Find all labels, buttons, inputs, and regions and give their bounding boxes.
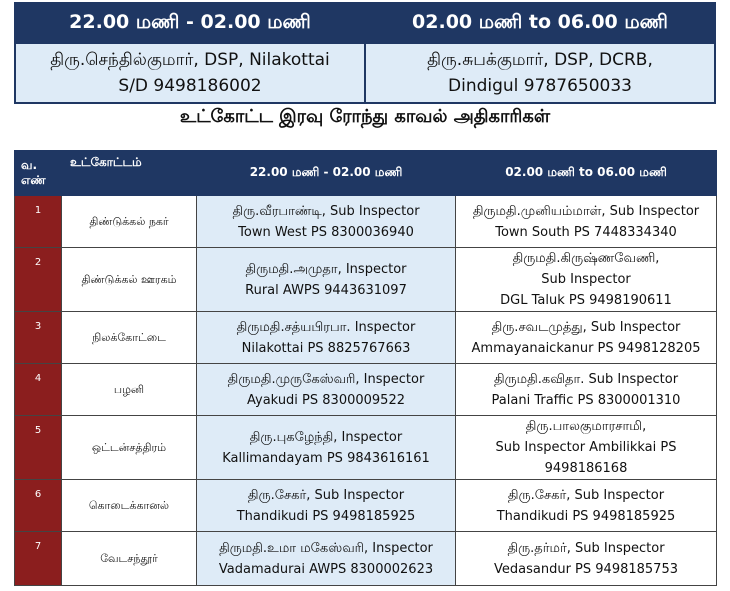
header-shift1: 22.00 மணி - 02.00 மணி xyxy=(197,151,456,196)
row-subdivision: திண்டுக்கல் நகர் xyxy=(62,196,197,248)
officer-line: 9498186168 xyxy=(544,461,628,476)
shift-dsp-table xyxy=(14,2,716,104)
row-shift2-officer xyxy=(456,532,717,586)
table-row xyxy=(15,364,717,416)
officer-line: Ammayanaickanur PS 9498128205 xyxy=(471,340,701,356)
row-serial-no: 2 xyxy=(15,248,62,312)
row-serial-no: 4 xyxy=(15,364,62,416)
officer-line: திருமதி.சத்யபிரபா. Inspector xyxy=(236,319,416,335)
officer-line: Nilakottai PS 8825767663 xyxy=(241,340,411,356)
row-serial-no: 5 xyxy=(15,416,62,480)
officer-line: திருமதி.உமா மகேஸ்வரி, Inspector xyxy=(219,540,433,556)
row-shift1-officer xyxy=(197,248,456,312)
header-shift2: 02.00 மணி to 06.00 மணி xyxy=(456,151,717,196)
row-serial-no: 6 xyxy=(15,480,62,532)
top-cell-line: S/D 9498186002 xyxy=(118,76,262,96)
row-shift2-officer xyxy=(456,312,717,364)
officer-line: DGL Taluk PS 9498190611 xyxy=(500,293,672,308)
section-title: உட்கோட்ட இரவு ரோந்து காவல் அதிகாரிகள் xyxy=(179,106,551,127)
top-header-shift1: 22.00 மணி - 02.00 மணி xyxy=(15,3,365,43)
row-shift1-officer xyxy=(197,532,456,586)
row-subdivision: ஒட்டன்சத்திரம் xyxy=(62,416,197,480)
row-serial-no: 7 xyxy=(15,532,62,586)
officer-line: Town West PS 8300036940 xyxy=(238,224,414,240)
officer-line: திரு.பாலகுமாரசாமி, xyxy=(525,419,647,434)
top-cell-shift2 xyxy=(365,43,715,103)
row-serial-no: 3 xyxy=(15,312,62,364)
top-cell-line: திரு.செந்தில்குமார், DSP, Nilakottai xyxy=(50,50,330,70)
officer-line: திருமதி.முருகேஸ்வரி, Inspector xyxy=(227,371,425,387)
header-serial-no: வ. எண் xyxy=(15,151,62,196)
patrol-officers-table xyxy=(14,150,717,586)
officer-line: Kallimandayam PS 9843616161 xyxy=(222,450,430,466)
row-shift1-officer xyxy=(197,196,456,248)
officer-line: Vadamadurai AWPS 8300002623 xyxy=(218,561,434,577)
header-subdivision: உட்கோட்டம் xyxy=(62,151,197,196)
officer-line: திரு.சேகர், Sub Inspector xyxy=(507,487,665,503)
row-shift1-officer xyxy=(197,312,456,364)
officer-line: Thandikudi PS 9498185925 xyxy=(496,508,676,524)
officer-line: திருமதி.முனியம்மாள், Sub Inspector xyxy=(472,203,700,219)
table-row xyxy=(15,480,717,532)
row-serial-no: 1 xyxy=(15,196,62,248)
row-shift1-officer xyxy=(197,480,456,532)
row-shift1-officer xyxy=(197,364,456,416)
row-shift2-officer xyxy=(456,196,717,248)
officer-line: திரு.சவடமுத்து, Sub Inspector xyxy=(491,319,681,335)
row-shift2-officer xyxy=(456,364,717,416)
row-shift2-officer xyxy=(456,480,717,532)
officer-line: திரு.தர்மர், Sub Inspector xyxy=(507,540,665,556)
officer-line: திரு.வீரபாண்டி, Sub Inspector xyxy=(232,203,420,219)
officer-line: Palani Traffic PS 8300001310 xyxy=(491,392,681,408)
officer-line: திரு.புகழேந்தி, Inspector xyxy=(249,429,403,445)
top-cell-line: திரு.சுபக்குமார், DSP, DCRB, xyxy=(427,50,653,70)
table-row xyxy=(15,532,717,586)
officer-line: Ayakudi PS 8300009522 xyxy=(247,392,405,408)
officer-line: Thandikudi PS 9498185925 xyxy=(236,508,416,524)
row-shift2-officer xyxy=(456,416,717,480)
row-shift1-officer xyxy=(197,416,456,480)
row-subdivision: வேடசந்தூர் xyxy=(62,532,197,586)
officer-line: திருமதி.கவிதா. Sub Inspector xyxy=(493,371,679,387)
row-subdivision: பழனி xyxy=(62,364,197,416)
officer-line: Sub Inspector xyxy=(541,272,631,287)
row-shift2-officer xyxy=(456,248,717,312)
officer-line: திரு.சேகர், Sub Inspector xyxy=(247,487,405,503)
top-header-shift2: 02.00 மணி to 06.00 மணி xyxy=(365,3,715,43)
table-row xyxy=(15,312,717,364)
officer-line: திருமதி.அமுதா, Inspector xyxy=(245,261,407,277)
officer-line: Town South PS 7448334340 xyxy=(495,224,677,240)
table-row xyxy=(15,196,717,248)
officer-line: திருமதி.கிருஷ்ணவேணி, xyxy=(512,251,660,266)
row-subdivision: நிலக்கோட்டை xyxy=(62,312,197,364)
top-cell-line: Dindigul 9787650033 xyxy=(448,76,632,96)
officer-line: Vedasandur PS 9498185753 xyxy=(494,561,678,577)
table-row xyxy=(15,416,717,480)
row-subdivision: கொடைக்கானல் xyxy=(62,480,197,532)
top-cell-shift1 xyxy=(15,43,365,103)
officer-line: Rural AWPS 9443631097 xyxy=(245,282,407,298)
officer-line: Sub Inspector Ambilikkai PS xyxy=(495,440,677,455)
table-row xyxy=(15,248,717,312)
row-subdivision: திண்டுக்கல் ஊரகம் xyxy=(62,248,197,312)
